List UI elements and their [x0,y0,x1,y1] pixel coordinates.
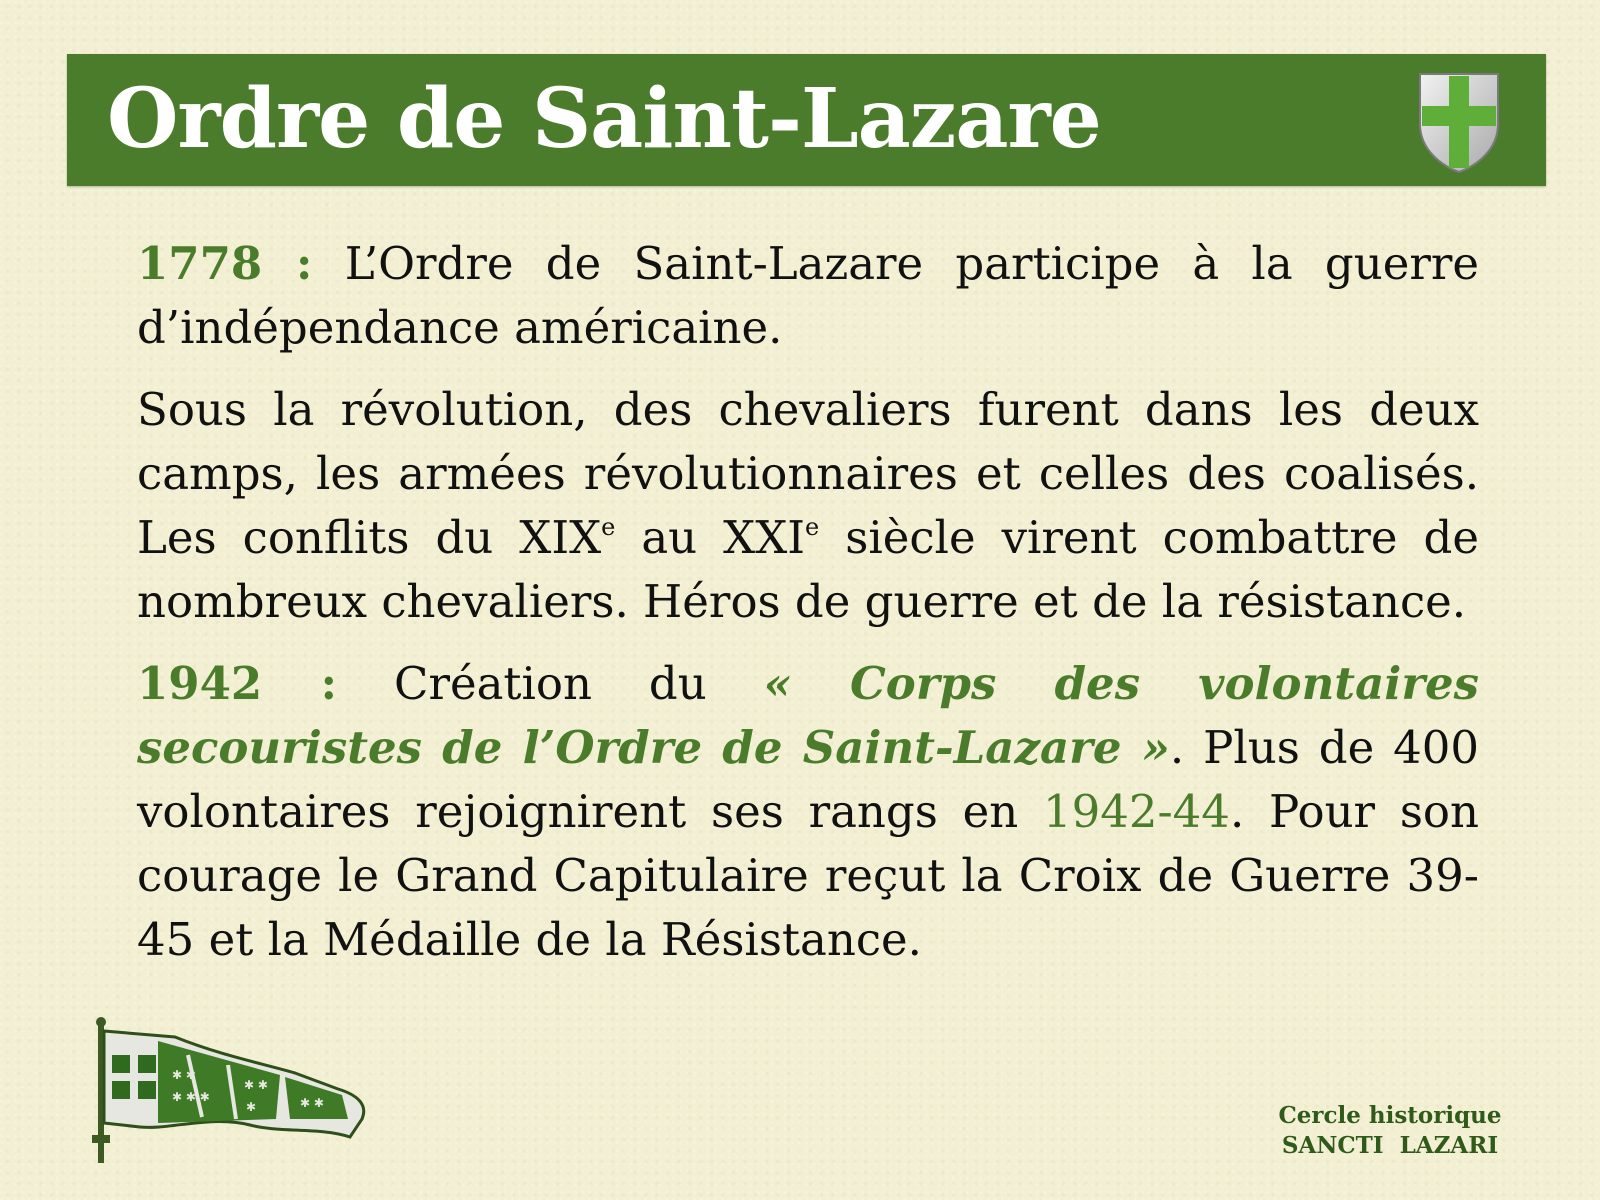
svg-text:✱ ✱: ✱ ✱ [300,1096,324,1110]
svg-text:✱: ✱ [246,1100,257,1114]
svg-text:✱ ✱ ✱: ✱ ✱ ✱ [172,1090,210,1104]
paragraph-1942-text-b: . Plus de 400 volontaires rejoignirent ses rangs en [137,721,1480,838]
page-title: Ordre de Saint-Lazare [107,71,1101,167]
paragraph-revolution-text-a: Sous la révolution, des chevaliers furent dans les deux camps, les armées révolutionnaires et celles des coalisés. Les conflits du XIX [137,383,1479,564]
paragraph-1942-text-a: Création du [337,657,764,710]
green-cross-banner-flag-icon [80,1015,380,1165]
paragraph-1778 [137,232,1479,360]
paragraph-1942 [137,652,1479,972]
paragraph-1942-text-c: . Pour son courage le Grand Capitulaire reçut la Croix de Guerre 39-45 et la Médaille de la Résistance. [137,785,1479,966]
svg-text:✱ ✱: ✱ ✱ [244,1078,268,1092]
footer-line-2: SANCTI LAZARI [1281,1132,1499,1159]
corps-name-quote: « Corps des volontaires secouristes de l’Ordre de Saint-Lazare » [137,657,1479,774]
years-1942-44: 1942-44 [1042,785,1230,838]
green-cross-shield-icon [1418,72,1500,174]
footer-line-1: Cercle historique [1278,1102,1502,1129]
paragraph-revolution-text-c: siècle virent combattre de nombreux chevaliers. Héros de guerre et de la résistance. [137,511,1479,628]
date-1778: 1778 : [137,237,313,290]
paragraph-revolution-text-b: au XXI [615,511,806,564]
superscript-e-1: e [601,513,616,541]
footer-credit [1260,1101,1520,1161]
paragraph-revolution [137,378,1479,634]
title-banner [67,54,1546,186]
svg-text:✱ ✱: ✱ ✱ [172,1068,196,1082]
main-content [137,232,1479,990]
paragraph-1778-text: L’Ordre de Saint-Lazare participe à la guerre d’indépendance américaine. [137,237,1479,354]
superscript-e-2: e [805,513,820,541]
date-1942: 1942 : [137,657,338,710]
